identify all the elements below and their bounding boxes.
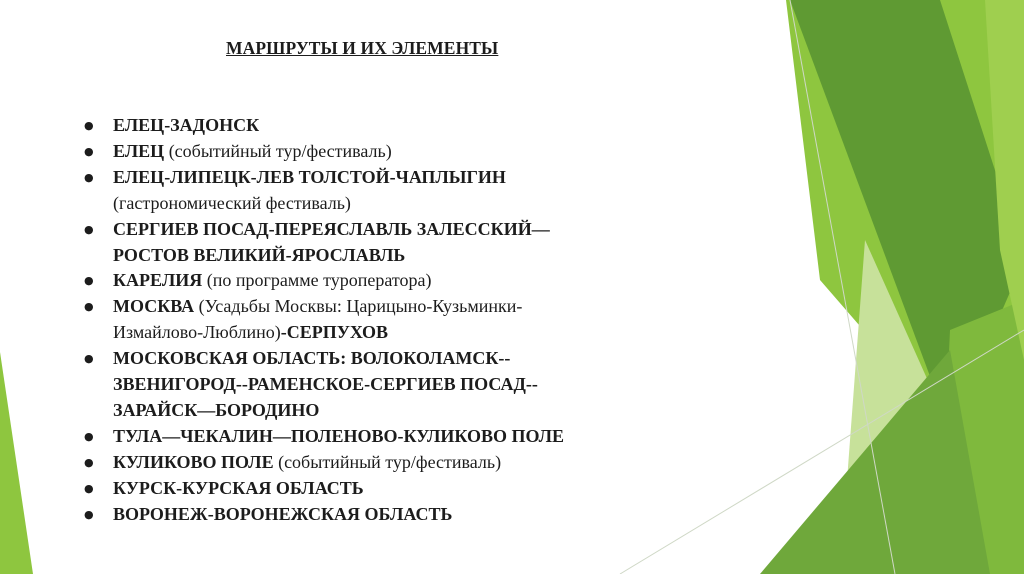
list-item	[84, 113, 704, 139]
route-name: ЕЛЕЦ-ЛИПЕЦК-ЛЕВ ТОЛСТОЙ-ЧАПЛЫГИН	[113, 166, 506, 187]
slide-title: МАРШРУТЫ И ИХ ЭЛЕМЕНТЫ	[226, 38, 499, 58]
route-name: МОСКВА	[113, 296, 195, 317]
route-name: МОСКОВСКАЯ ОБЛАСТЬ: ВОЛОКОЛАМСК--	[113, 348, 511, 369]
list-item	[84, 450, 704, 476]
round-bullet-icon: ●	[84, 352, 94, 366]
route-note: (по программе туроператора)	[202, 270, 432, 291]
round-bullet-icon: ●	[84, 455, 94, 469]
route-name-continued: РОСТОВ ВЕЛИКИЙ-ЯРОСЛАВЛЬ	[113, 244, 406, 265]
route-name-continued: -СЕРПУХОВ	[280, 322, 389, 343]
round-bullet-icon: ●	[84, 222, 94, 236]
route-line	[113, 372, 704, 398]
round-bullet-icon: ●	[84, 144, 94, 158]
list-item	[84, 268, 704, 294]
round-bullet-icon: ●	[84, 274, 94, 288]
list-item	[84, 165, 704, 217]
route-name-continued: ЗВЕНИГОРОД--РАМЕНСКОЕ-СЕРГИЕВ ПОСАД--	[113, 374, 538, 395]
route-name: ВОРОНЕЖ-ВОРОНЕЖСКАЯ ОБЛАСТЬ	[113, 503, 453, 524]
route-name: ЕЛЕЦ	[113, 140, 165, 161]
route-name: ТУЛА—ЧЕКАЛИН—ПОЛЕНОВО-КУЛИКОВО ПОЛЕ	[113, 425, 565, 446]
round-bullet-icon: ●	[84, 170, 94, 184]
list-item	[84, 476, 704, 502]
route-line	[113, 191, 704, 217]
left-green-shard	[0, 352, 33, 574]
round-bullet-icon: ●	[84, 300, 94, 314]
list-item	[84, 139, 704, 165]
route-note: (Усадьбы Москвы: Царицыно-Кузьминки-	[194, 296, 523, 317]
route-line	[113, 217, 704, 243]
list-item	[84, 346, 704, 424]
round-bullet-icon: ●	[84, 507, 94, 521]
route-name-continued: ЗАРАЙСК—БОРОДИНО	[113, 399, 320, 420]
list-item	[84, 424, 704, 450]
round-bullet-icon: ●	[84, 481, 94, 495]
route-name: КАРЕЛИЯ	[113, 270, 203, 291]
route-name: ЕЛЕЦ-ЗАДОНСК	[113, 115, 260, 135]
round-bullet-icon: ●	[84, 119, 94, 132]
route-list	[84, 113, 704, 528]
route-line	[113, 346, 704, 372]
list-item	[84, 217, 704, 269]
route-name: СЕРГИЕВ ПОСАД-ПЕРЕЯСЛАВЛЬ ЗАЛЕССКИЙ—	[113, 218, 550, 239]
route-note: (событийный тур/фестиваль)	[273, 451, 502, 472]
route-name: КУЛИКОВО ПОЛЕ	[113, 451, 274, 472]
round-bullet-icon: ●	[84, 429, 94, 443]
route-line	[113, 294, 704, 320]
route-name: КУРСК-КУРСКАЯ ОБЛАСТЬ	[113, 477, 364, 498]
route-line	[113, 165, 704, 191]
route-note: (событийный тур/фестиваль)	[164, 140, 392, 161]
route-line	[113, 320, 704, 346]
list-item	[84, 502, 704, 528]
route-line	[113, 243, 704, 269]
route-note: (гастрономический фестиваль)	[113, 192, 351, 213]
route-line	[113, 398, 704, 424]
list-item	[84, 294, 704, 346]
route-note-continued: Измайлово-Люблино)	[113, 322, 281, 343]
